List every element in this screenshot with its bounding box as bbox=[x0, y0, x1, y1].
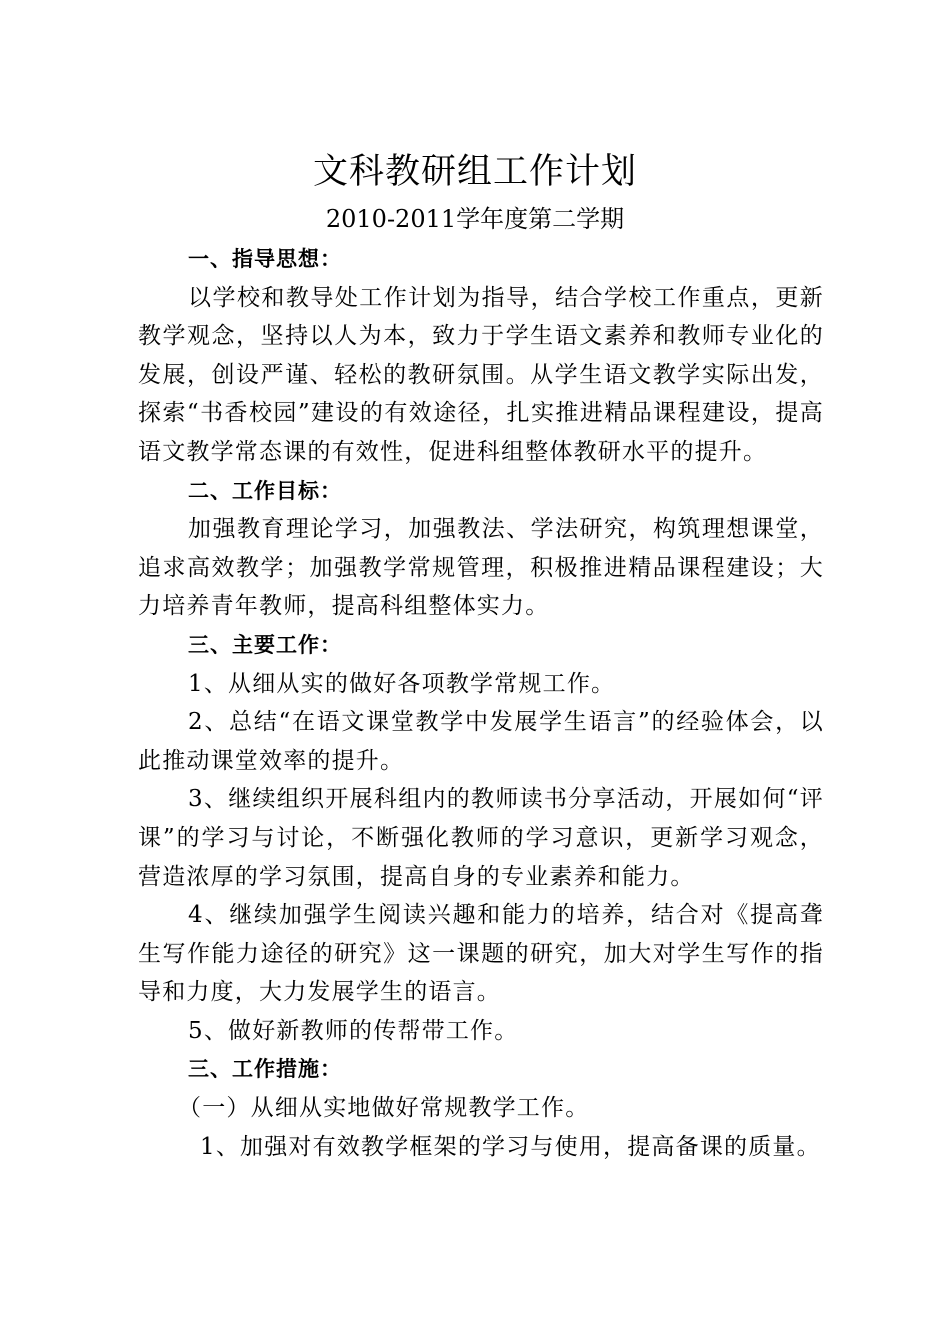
paragraph-guiding-thought: 以学校和教导处工作计划为指导，结合学校工作重点，更新教学观念，坚持以人为本，致力于学生语文素养和教师专业化的发展，创设严谨、轻松的教研氛围。从学生语文教学实际出发，探索“书香校园”建设的有效途径，扎实推进精品课程建设，提高语文教学常态课的有效性，促进科组整体教研水平的提升。 bbox=[138, 284, 824, 465]
list-item: 2、总结“在语文课堂教学中发展学生语言”的经验体会，以此推动课堂效率的提升。 bbox=[138, 709, 824, 774]
subsection-heading: （一）从细从实地做好常规教学工作。 bbox=[178, 1095, 590, 1122]
section-heading-work-measures: 三、工作措施： bbox=[188, 1057, 342, 1082]
list-item: 1、从细从实的做好各项教学常规工作。 bbox=[188, 670, 616, 697]
list-item: 1、加强对有效教学框架的学习与使用，提高备课的质量。 bbox=[200, 1133, 821, 1160]
list-item: 3、继续组织开展科组内的教师读书分享活动，开展如何“评课”的学习与讨论，不断强化教师的学习意识，更新学习观念，营造浓厚的学习氛围，提高自身的专业素养和能力。 bbox=[138, 786, 824, 890]
document-subtitle: 2010-2011学年度第二学期 bbox=[325, 205, 625, 233]
section-heading-work-goals: 二、工作目标： bbox=[188, 478, 342, 503]
section-heading-main-work: 三、主要工作： bbox=[188, 632, 342, 657]
paragraph-work-goals: 加强教育理论学习，加强教法、学法研究，构筑理想课堂，追求高效教学；加强教学常规管理，积极推进精品课程建设；大力培养青年教师，提高科组整体实力。 bbox=[138, 516, 824, 620]
document-body bbox=[138, 240, 824, 1166]
section-heading-guiding-thought: 一、指导思想： bbox=[188, 247, 342, 271]
list-item: 5、做好新教师的传帮带工作。 bbox=[188, 1017, 519, 1044]
document-title: 文科教研组工作计划 bbox=[312, 152, 637, 192]
list-item: 4、继续加强学生阅读兴趣和能力的培养，结合对《提高聋生写作能力途径的研究》这一课题的研究，加大对学生写作的指导和力度，大力发展学生的语言。 bbox=[138, 902, 824, 1006]
